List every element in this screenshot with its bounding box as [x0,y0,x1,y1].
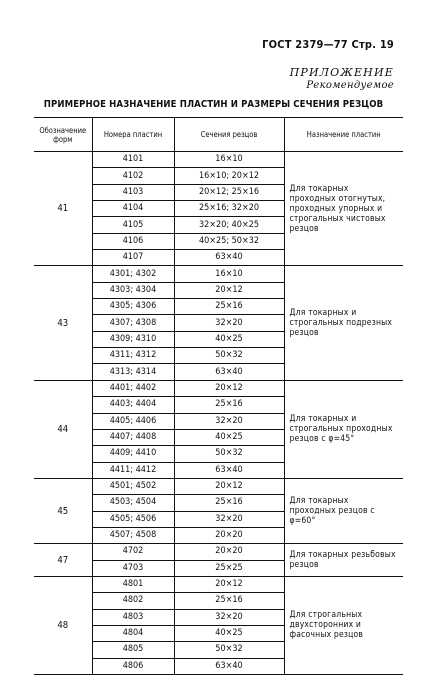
plate-number-cell: 4301; 4302 [92,266,174,282]
form-cell: 43 [34,266,92,380]
plate-number-cell: 4501; 4502 [92,478,174,494]
plate-number-cell: 4804 [92,625,174,641]
plate-number-cell: 4505; 4506 [92,511,174,527]
cutter-section-cell: 40×25 [174,625,284,641]
plate-number-cell: 4401; 4402 [92,380,174,396]
cutter-section-cell: 40×25 [174,429,284,445]
cutter-section-cell: 25×16 [174,495,284,511]
purpose-cell: Для токарных и строгальных проходных резцов с φ=45° [284,380,403,478]
plate-number-cell: 4307; 4308 [92,315,174,331]
plate-number-cell: 4107 [92,250,174,266]
plate-number-cell: 4803 [92,609,174,625]
plate-number-cell: 4407; 4408 [92,429,174,445]
plate-number-cell: 4106 [92,233,174,249]
plate-number-cell: 4503; 4504 [92,495,174,511]
plate-number-cell: 4305; 4306 [92,299,174,315]
cutter-section-cell: 50×32 [174,348,284,364]
table-row [34,152,403,168]
table-row [34,544,403,560]
plate-number-cell: 4507; 4508 [92,527,174,543]
cutter-section-cell: 20×20 [174,527,284,543]
cutter-section-cell: 25×16 [174,299,284,315]
cutter-section-cell: 32×20 [174,511,284,527]
form-cell: 45 [34,478,92,543]
plate-number-cell: 4405; 4406 [92,413,174,429]
table-row [34,266,403,282]
purpose-cell: Для токарных и строгальных подрезных резцов [284,266,403,380]
plate-number-cell: 4806 [92,658,174,674]
cutter-section-cell: 25×16 [174,593,284,609]
plate-number-cell: 4801 [92,576,174,592]
plate-number-cell: 4104 [92,201,174,217]
cutter-section-cell: 63×40 [174,658,284,674]
plate-number-cell: 4103 [92,184,174,200]
plate-number-cell: 4309; 4310 [92,331,174,347]
plate-number-cell: 4303; 4304 [92,282,174,298]
table-row [34,380,403,396]
cutter-section-cell: 20×12 [174,576,284,592]
plates-table [34,117,403,675]
cutter-section-cell: 50×32 [174,642,284,658]
cutter-section-cell: 32×20; 40×25 [174,217,284,233]
cutter-section-cell: 16×10; 20×12 [174,168,284,184]
cutter-section-cell: 20×12 [174,282,284,298]
cutter-section-cell: 32×20 [174,413,284,429]
purpose-cell: Для токарных резьбовых резцов [284,544,403,577]
appendix-title: ПРИЛОЖЕНИЕ [289,66,394,79]
purpose-cell: Для строгальных двухсторонних и фасочных резцов [284,576,403,674]
plate-number-cell: 4313; 4314 [92,364,174,380]
cutter-section-cell: 20×12 [174,478,284,494]
form-cell: 47 [34,544,92,577]
plate-number-cell: 4102 [92,168,174,184]
cutter-section-cell: 25×16 [174,397,284,413]
cutter-section-cell: 63×40 [174,364,284,380]
form-cell: 48 [34,576,92,674]
plate-number-cell: 4101 [92,152,174,168]
cutter-section-cell: 25×25 [174,560,284,576]
header-plate-numbers: Номера пластин [92,118,174,152]
plate-number-cell: 4802 [92,593,174,609]
plate-number-cell: 4403; 4404 [92,397,174,413]
cutter-section-cell: 25×16; 32×20 [174,201,284,217]
cutter-section-cell: 32×20 [174,315,284,331]
cutter-section-cell: 40×25 [174,331,284,347]
plate-number-cell: 4311; 4312 [92,348,174,364]
cutter-section-cell: 16×10 [174,266,284,282]
cutter-section-cell: 63×40 [174,462,284,478]
table-row [34,478,403,494]
plate-number-cell: 4105 [92,217,174,233]
cutter-section-cell: 32×20 [174,609,284,625]
cutter-section-cell: 40×25; 50×32 [174,233,284,249]
plate-number-cell: 4411; 4412 [92,462,174,478]
plate-number-cell: 4805 [92,642,174,658]
table-row [34,576,403,592]
page-header: ГОСТ 2379—77 Стр. 19 [262,38,394,51]
plate-number-cell: 4703 [92,560,174,576]
table-title: ПРИМЕРНОЕ НАЗНАЧЕНИЕ ПЛАСТИН И РАЗМЕРЫ СЕЧЕНИЯ РЕЗЦОВ [43,99,384,110]
cutter-section-cell: 20×12 [174,380,284,396]
header-purpose: Назначение пластин [284,118,403,152]
form-cell: 41 [34,152,92,266]
header-form: Обозначение форм [34,118,92,152]
cutter-section-cell: 63×40 [174,250,284,266]
cutter-section-cell: 20×20 [174,544,284,560]
cutter-section-cell: 50×32 [174,446,284,462]
table-body [34,152,403,675]
cutter-section-cell: 20×12; 25×16 [174,184,284,200]
plate-number-cell: 4702 [92,544,174,560]
cutter-section-cell: 16×10 [174,152,284,168]
appendix-subtitle: Рекомендуемое [306,80,394,91]
purpose-cell: Для токарных проходных резцов с φ=60° [284,478,403,543]
form-cell: 44 [34,380,92,478]
header-cutter-section: Сечения резцов [174,118,284,152]
table-header-row [34,118,403,152]
plate-number-cell: 4409; 4410 [92,446,174,462]
purpose-cell: Для токарных проходных отогнутых, проходных упорных и строгальных чистовых резцов [284,152,403,266]
